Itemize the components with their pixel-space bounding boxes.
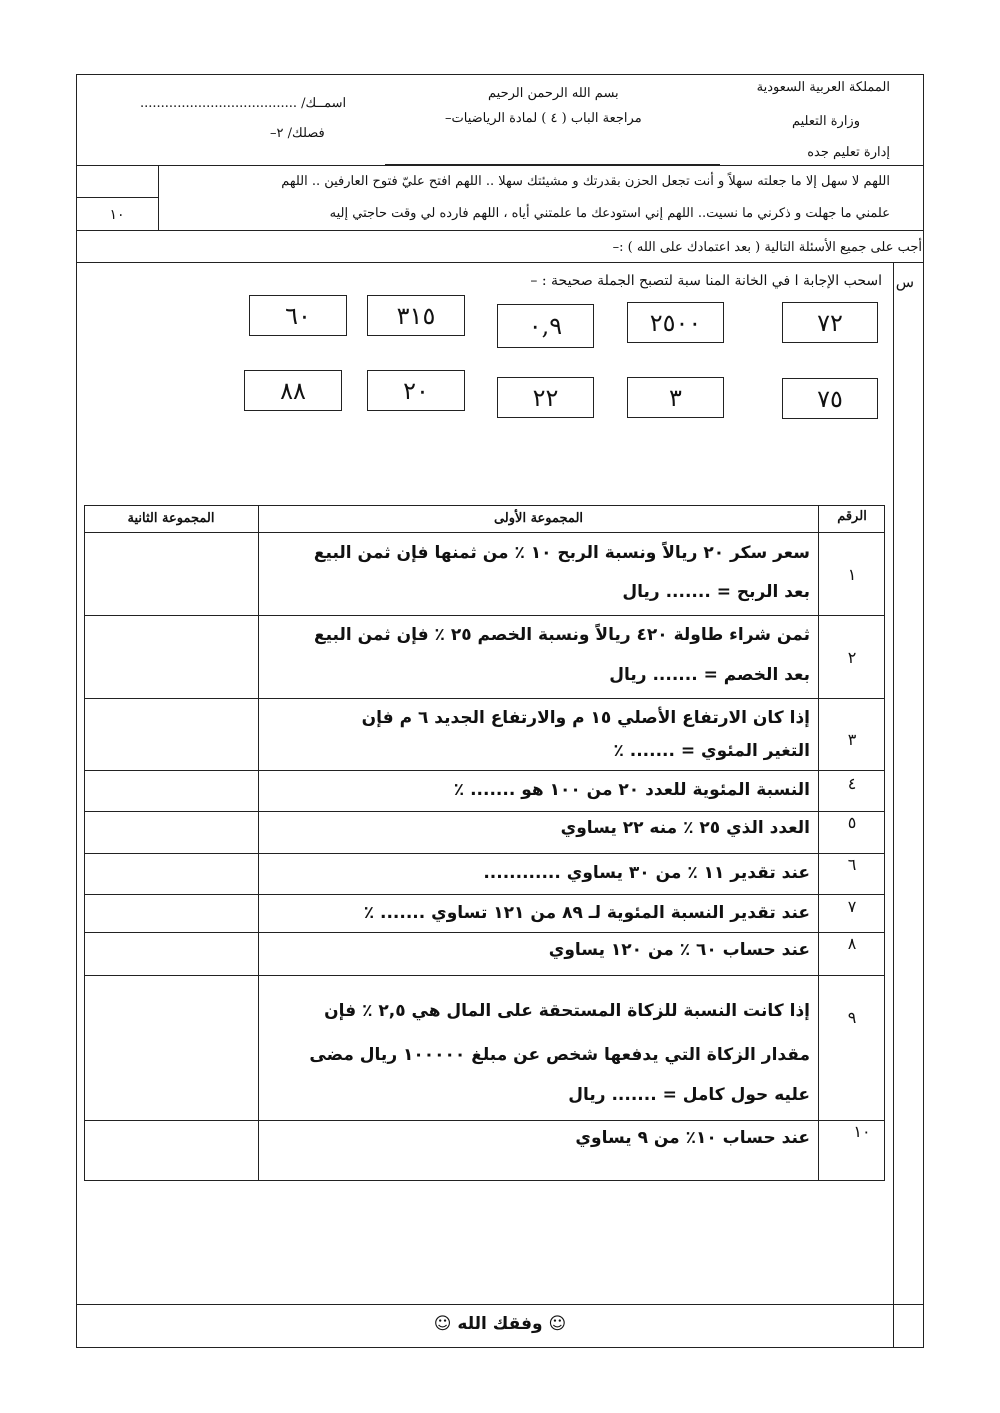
question-text: عند تقدير ١١ ٪ من ٣٠ يساوي ............	[483, 863, 810, 883]
basmala: بسم الله الرحمن الرحيم	[488, 86, 619, 101]
row-number: ٤	[847, 774, 857, 793]
question-text: عند تقدير النسبة المئوية لـ ٨٩ من ١٢١ تساوي ....... ٪	[363, 903, 810, 923]
drag-instruction: اسحب الإجابة ا في الخانة المنا سبة لتصبح الجملة صحيحة : –	[530, 273, 882, 289]
total-score: ١٠	[109, 207, 125, 223]
drop-zone[interactable]	[85, 533, 258, 615]
answer-chip[interactable]: ٨٨	[244, 370, 342, 411]
question-text: عليه حول كامل = ....... ريال	[568, 1085, 810, 1105]
answer-chip[interactable]: ٧٢	[782, 302, 878, 343]
question-text: العدد الذي ٢٥ ٪ منه ٢٢ يساوي	[560, 818, 810, 838]
row-number: ٩	[847, 1008, 857, 1027]
header-second-group: المجموعة الثانية	[127, 511, 215, 526]
footer-rule	[76, 1304, 924, 1305]
row-number: ٦	[847, 855, 857, 874]
class-field[interactable]: فصلك/ ٢–	[270, 126, 325, 141]
table-col-line	[258, 505, 259, 1181]
footer-blessing: ☺ وفقك الله ☺	[433, 1314, 567, 1334]
ministry-label: وزارة التعليم	[791, 114, 860, 129]
question-text: ثمن شراء طاولة ٤٢٠ ريالاً ونسبة الخصم ٢٥ ٪ فإن ثمن البيع	[313, 625, 810, 645]
country-label: المملكة العربية السعودية	[756, 80, 890, 95]
question-s-label: س	[895, 273, 914, 291]
row-number: ٣	[847, 730, 857, 749]
question-text: سعر سكر ٢٠ ريالاً ونسبة الربح ١٠ ٪ من ثمنها فإن ثمن البيع	[313, 543, 810, 563]
question-text: عند حساب ١٠٪ من ٩ يساوي	[575, 1128, 810, 1148]
answer-chip[interactable]: ٢٠	[367, 370, 465, 411]
drop-zone[interactable]	[85, 1121, 258, 1180]
answer-chip[interactable]: ٣١٥	[367, 295, 465, 336]
drop-zone[interactable]	[85, 771, 258, 811]
score-divider	[76, 197, 158, 198]
question-text: بعد الربح = ....... ريال	[622, 582, 810, 602]
answer-chip[interactable]: ٣	[627, 377, 724, 418]
question-text: التغير المئوي = ....... ٪	[613, 741, 810, 761]
answer-chip[interactable]: ٦٠	[249, 295, 347, 336]
table-col-line	[818, 505, 819, 1181]
answer-chip[interactable]: ٧٥	[782, 378, 878, 419]
drop-zone[interactable]	[85, 616, 258, 698]
instructions-main: أجب على جميع الأسئلة التالية ( بعد اعتمادك على الله ) :–	[612, 240, 922, 255]
prayer-divider	[158, 165, 159, 231]
question-text: النسبة المئوية للعدد ٢٠ من ١٠٠ هو ....... ٪	[453, 780, 810, 800]
drop-zone[interactable]	[85, 812, 258, 853]
row-number: ٢	[847, 648, 857, 667]
drop-zone[interactable]	[85, 854, 258, 894]
header-number: الرقم	[837, 509, 867, 524]
name-field[interactable]: اسمــك/ ......................................	[140, 96, 347, 111]
answer-chip[interactable]: ٢٥٠٠	[627, 302, 724, 343]
drop-zone[interactable]	[85, 976, 258, 1120]
department-label: إدارة تعليم جده	[807, 145, 890, 160]
question-text: إذا كانت النسبة للزكاة المستحقة على المال هي ٢,٥ ٪ فإن	[324, 1001, 810, 1021]
prayer-line-2: علمني ما جهلت و ذكرني ما نسيت.. اللهم إني استودعك ما علمتني أياه ، اللهم فارده لي وقت حاجتي إليه	[329, 206, 890, 221]
row-number: ١	[847, 565, 857, 584]
drop-zone[interactable]	[85, 895, 258, 932]
question-text: مقدار الزكاة التي يدفعها شخص عن مبلغ ١٠٠٠٠٠ ريال مضى	[309, 1045, 810, 1065]
review-title: مراجعة الباب ( ٤ ) لمادة الرياضيات–	[445, 111, 642, 126]
question-text: بعد الخصم = ....... ريال	[609, 665, 810, 685]
row-number: ٧	[847, 897, 857, 916]
question-text: عند حساب ٦٠ ٪ من ١٢٠ يساوي	[548, 940, 810, 960]
header-first-group: المجموعة الأولى	[493, 511, 584, 526]
answer-chip[interactable]: ٢٢	[497, 377, 594, 418]
prayer-line-1: اللهم لا سهل إلا ما جعلته سهلاً و أنت تجعل الحزن بقدرتك و مشيئتك سهلا .. اللهم افتح عليّ فتوح العارفين .. اللهم	[281, 174, 890, 189]
row-number: ٥	[847, 813, 857, 832]
instructions-rule	[76, 262, 924, 263]
row-number: ٨	[847, 934, 857, 953]
question-text: إذا كان الارتفاع الأصلي ١٥ م والارتفاع الجديد ٦ م فإن	[361, 708, 810, 728]
answer-chip[interactable]: ٠,٩	[497, 304, 594, 348]
row-number: ١٠	[853, 1122, 871, 1141]
drop-zone[interactable]	[85, 699, 258, 770]
margin-line	[893, 262, 894, 1348]
drop-zone[interactable]	[85, 933, 258, 975]
